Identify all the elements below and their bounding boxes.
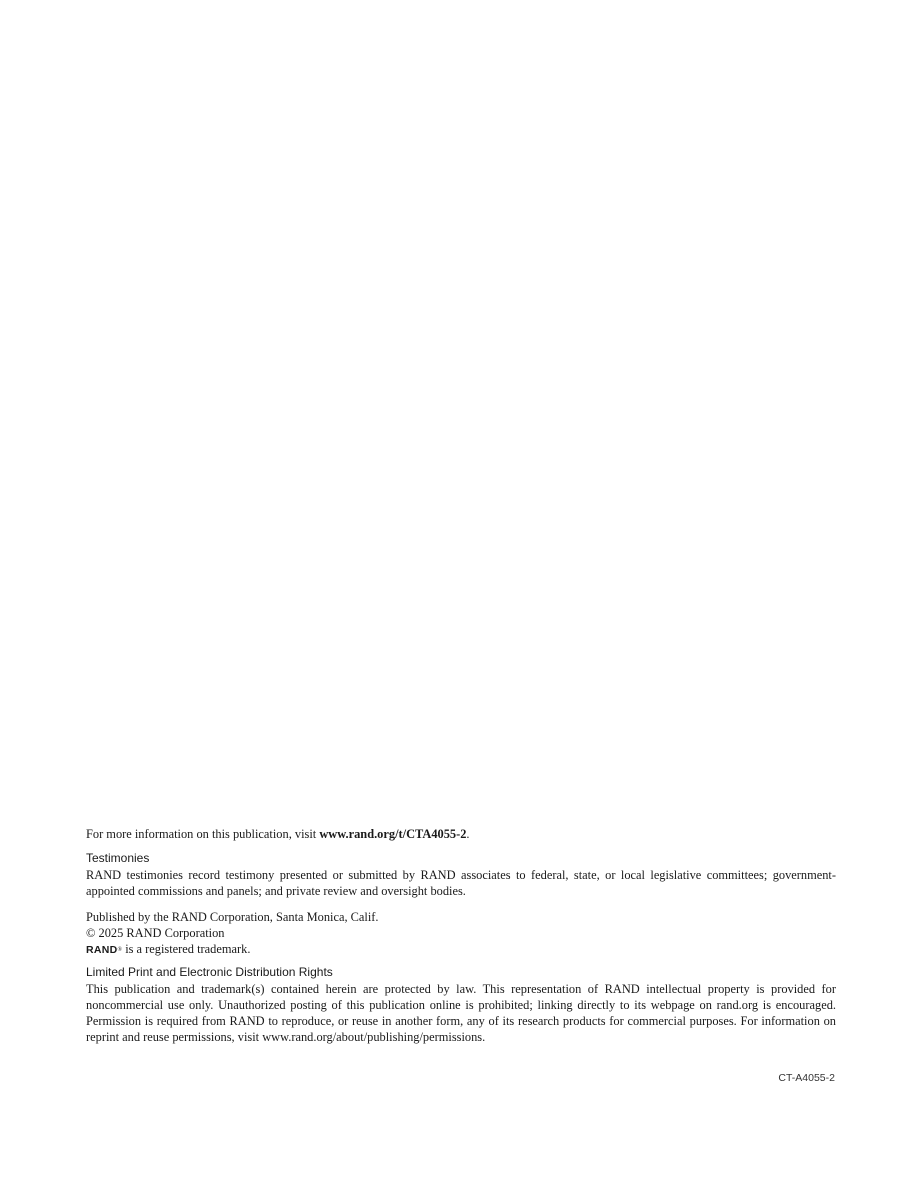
rand-logo-text: RAND <box>86 944 118 956</box>
registered-mark: ® <box>117 947 123 953</box>
trademark-line <box>86 941 836 958</box>
more-info-suffix: . <box>466 827 470 841</box>
trademark-text: is a registered trademark. <box>122 942 251 956</box>
rights-section <box>86 965 836 1045</box>
published-by: Published by the RAND Corporation, Santa Monica, Calif. <box>86 910 379 924</box>
rights-heading: Limited Print and Electronic Distribution Rights <box>86 965 333 979</box>
testimonies-section <box>86 851 836 899</box>
copyright-line: © 2025 RAND Corporation <box>86 926 225 940</box>
testimonies-body: RAND testimonies record testimony presented or submitted by RAND associates to federal, state, or local legislative committees; government-appointed commissions and panels; and private review and oversight bodies. <box>86 868 836 898</box>
more-info-line <box>86 826 836 842</box>
rights-body: This publication and trademark(s) contained herein are protected by law. This representation of RAND intellectual property is provided for noncommercial use only. Unauthorized posting of this publication online is prohibited; linking directly to its webpage on rand.org is encouraged. Permission is required from RAND to reproduce, or reuse in another form, any of its research products for commercial purposes. For information on reprint and reuse permissions, visit www.rand.org/about/publishing/permissions. <box>86 982 836 1044</box>
publisher-info <box>86 909 836 958</box>
publication-url: www.rand.org/t/CTA4055-2 <box>319 827 467 841</box>
testimonies-heading: Testimonies <box>86 851 150 865</box>
more-info-prefix: For more information on this publication, visit <box>86 827 320 841</box>
document-code: CT-A4055-2 <box>778 1072 835 1084</box>
